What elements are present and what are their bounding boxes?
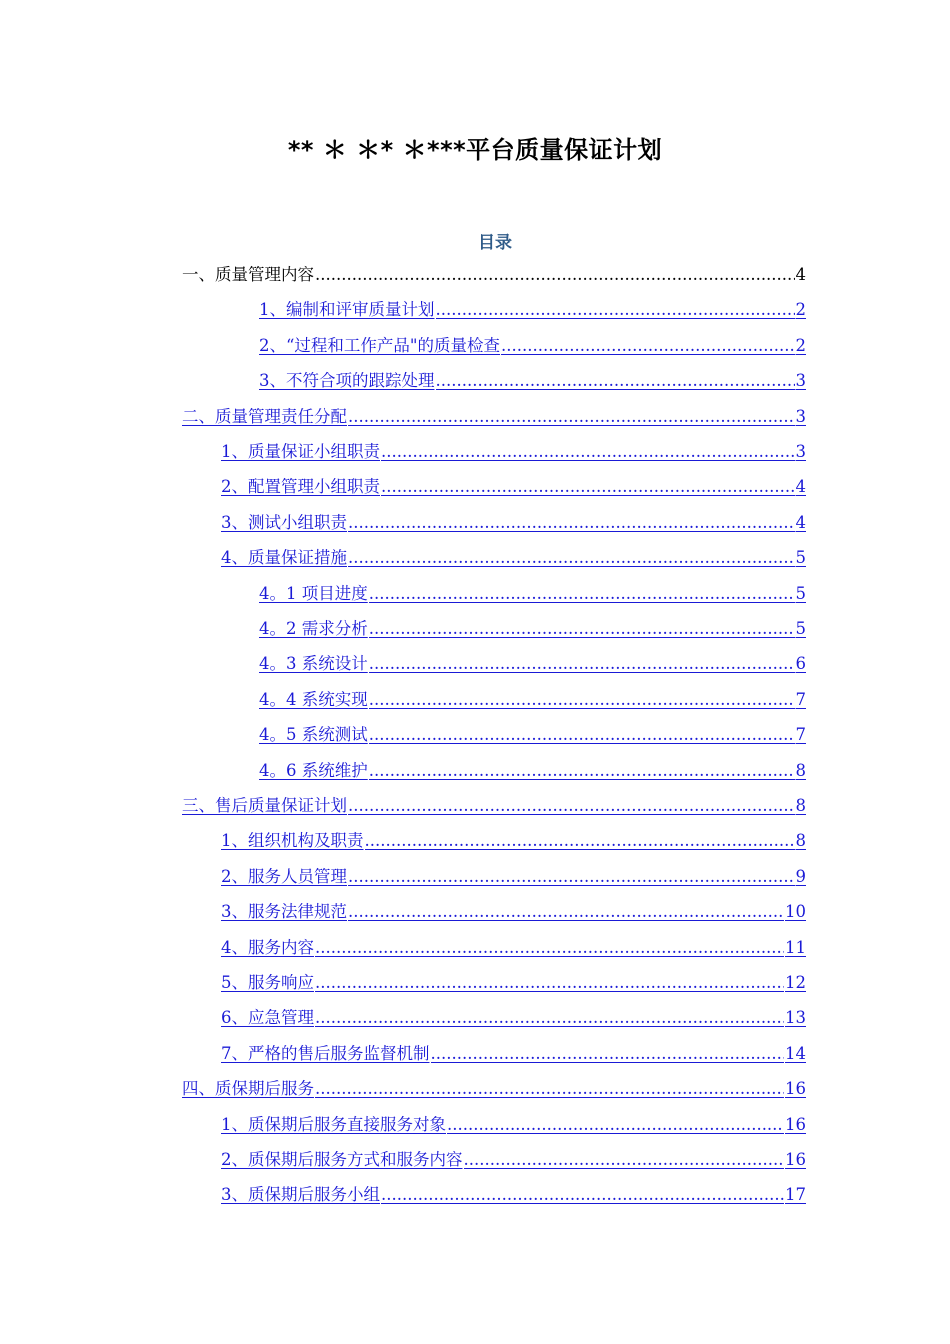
toc-entry-label: 4。1 项目进度 (259, 583, 368, 603)
toc-dot-leader (501, 331, 794, 361)
toc-dot-leader (369, 579, 795, 609)
toc-dot-leader (315, 933, 784, 963)
toc-page-number: 12 (785, 973, 806, 992)
toc-entry[interactable] (259, 756, 806, 786)
toc-page-number: 13 (785, 1008, 806, 1028)
toc-entry-label: 2、服务人员管理 (221, 866, 347, 886)
toc-dot-leader (348, 862, 795, 892)
toc-entry[interactable] (259, 295, 806, 325)
toc-entry[interactable] (259, 579, 806, 609)
toc-page-number: 10 (785, 902, 806, 922)
toc-dot-leader (365, 826, 795, 856)
toc-page-number: 5 (795, 583, 806, 603)
toc-entry[interactable] (221, 862, 806, 892)
toc-entry[interactable] (221, 826, 806, 856)
toc-entry[interactable] (221, 1003, 806, 1033)
toc-entry[interactable] (182, 791, 806, 821)
toc-dot-leader (431, 1039, 785, 1069)
toc-page-number: 4 (795, 477, 806, 497)
toc-entry[interactable] (259, 720, 806, 750)
toc-page-number: 8 (795, 796, 806, 815)
toc-dot-leader (369, 614, 795, 644)
toc-entry-label: 1、质保期后服务直接服务对象 (221, 1114, 446, 1134)
toc-entry-label: 4、服务内容 (221, 937, 314, 957)
toc-page-number: 5 (795, 619, 806, 638)
toc-entry-label: 1、质量保证小组职责 (221, 442, 380, 461)
toc-entry[interactable] (221, 508, 806, 538)
toc-page-number: 3 (795, 371, 806, 391)
toc-entry-label: 4。3 系统设计 (259, 654, 368, 674)
toc-entry[interactable] (182, 1074, 806, 1104)
toc-heading: 目录 (478, 233, 512, 253)
toc-page-number: 3 (795, 442, 806, 461)
toc-page-number: 8 (795, 760, 806, 780)
toc-entry-label: 3、不符合项的跟踪处理 (259, 371, 435, 391)
toc-page-number: 2 (795, 335, 806, 355)
toc-dot-leader (348, 543, 795, 573)
toc-entry-label: 二、质量管理责任分配 (182, 406, 347, 426)
toc-dot-leader (464, 1145, 785, 1175)
toc-dot-leader (315, 1003, 784, 1033)
toc-entry[interactable] (221, 968, 806, 998)
toc-entry-label: 2、配置管理小组职责 (221, 477, 380, 497)
toc-page-number: 7 (795, 689, 806, 709)
toc-entry-label: 3、测试小组职责 (221, 512, 347, 532)
toc-page-number: 7 (795, 725, 806, 745)
toc-page-number: 2 (795, 300, 806, 320)
toc-dot-leader (381, 1180, 784, 1210)
toc-entry[interactable] (221, 1180, 806, 1210)
toc-dot-leader (348, 508, 795, 538)
toc-entry-label: 7、严格的售后服务监督机制 (221, 1043, 430, 1063)
toc-entry-label: 一、质量管理内容 (182, 265, 314, 284)
toc-dot-leader (369, 685, 795, 715)
toc-dot-leader (369, 720, 795, 750)
toc-entry-label: 1、组织机构及职责 (221, 831, 364, 851)
toc-entry[interactable] (221, 897, 806, 927)
toc-entry[interactable] (221, 1110, 806, 1140)
toc-page-number: 14 (785, 1043, 806, 1063)
toc-page-number: 16 (785, 1079, 806, 1099)
toc-dot-leader (348, 402, 795, 432)
toc-entry-label: 三、售后质量保证计划 (182, 796, 347, 815)
toc-dot-leader (348, 897, 784, 927)
toc-entry[interactable] (259, 331, 806, 361)
toc-page-number: 4 (795, 512, 806, 532)
toc-entry-label: 4。4 系统实现 (259, 689, 368, 709)
toc-dot-leader (369, 649, 795, 679)
toc-page-number: 11 (785, 937, 806, 957)
toc-entry-label: 四、质保期后服务 (182, 1079, 314, 1099)
toc-entry-label: 2、“过程和工作产品"的质量检查 (259, 335, 501, 355)
toc-entry-label: 4。5 系统测试 (259, 725, 368, 745)
toc-page-number: 4 (795, 265, 806, 284)
toc-entry[interactable] (182, 402, 806, 432)
toc-dot-leader (315, 968, 784, 998)
toc-entry-label: 3、质保期后服务小组 (221, 1185, 380, 1205)
toc-page-number: 8 (795, 831, 806, 851)
toc-page-number: 16 (785, 1114, 806, 1134)
toc-dot-leader (447, 1110, 784, 1140)
toc-entry[interactable] (221, 472, 806, 502)
toc-entry[interactable] (259, 685, 806, 715)
toc-page-number: 5 (795, 548, 806, 568)
toc-entry[interactable] (221, 543, 806, 573)
toc-dot-leader (315, 260, 795, 290)
toc-dot-leader (381, 437, 795, 467)
toc-dot-leader (315, 1074, 784, 1104)
toc-entry[interactable] (221, 1039, 806, 1069)
toc-entry-label: 3、服务法律规范 (221, 902, 347, 922)
toc-entry[interactable] (259, 649, 806, 679)
toc-entry-label: 1、编制和评审质量计划 (259, 300, 435, 320)
toc-entry[interactable] (221, 933, 806, 963)
toc-page-number: 16 (785, 1150, 806, 1169)
toc-entry-label: 2、质保期后服务方式和服务内容 (221, 1150, 463, 1169)
toc-page-number: 3 (795, 406, 806, 426)
toc-entry[interactable] (221, 1145, 806, 1175)
toc-page-number: 17 (785, 1185, 806, 1205)
toc-entry-label: 5、服务响应 (221, 973, 314, 992)
toc-dot-leader (436, 366, 795, 396)
toc-entry[interactable] (259, 614, 806, 644)
toc-dot-leader (381, 472, 795, 502)
toc-entry-label: 4。2 需求分析 (259, 619, 368, 638)
document-title: ** ＊ ＊* ＊***平台质量保证计划 (287, 136, 663, 164)
toc-entry (182, 260, 806, 290)
toc-dot-leader (436, 295, 795, 325)
toc-entry[interactable] (221, 437, 806, 467)
toc-entry-label: 6、应急管理 (221, 1008, 314, 1028)
toc-page-number: 9 (795, 866, 806, 886)
toc-entry-label: 4、质量保证措施 (221, 548, 347, 568)
toc-page-number: 6 (795, 654, 806, 674)
toc-entry[interactable] (259, 366, 806, 396)
toc-entry-label: 4。6 系统维护 (259, 760, 368, 780)
toc-dot-leader (348, 791, 795, 821)
toc-dot-leader (369, 756, 795, 786)
